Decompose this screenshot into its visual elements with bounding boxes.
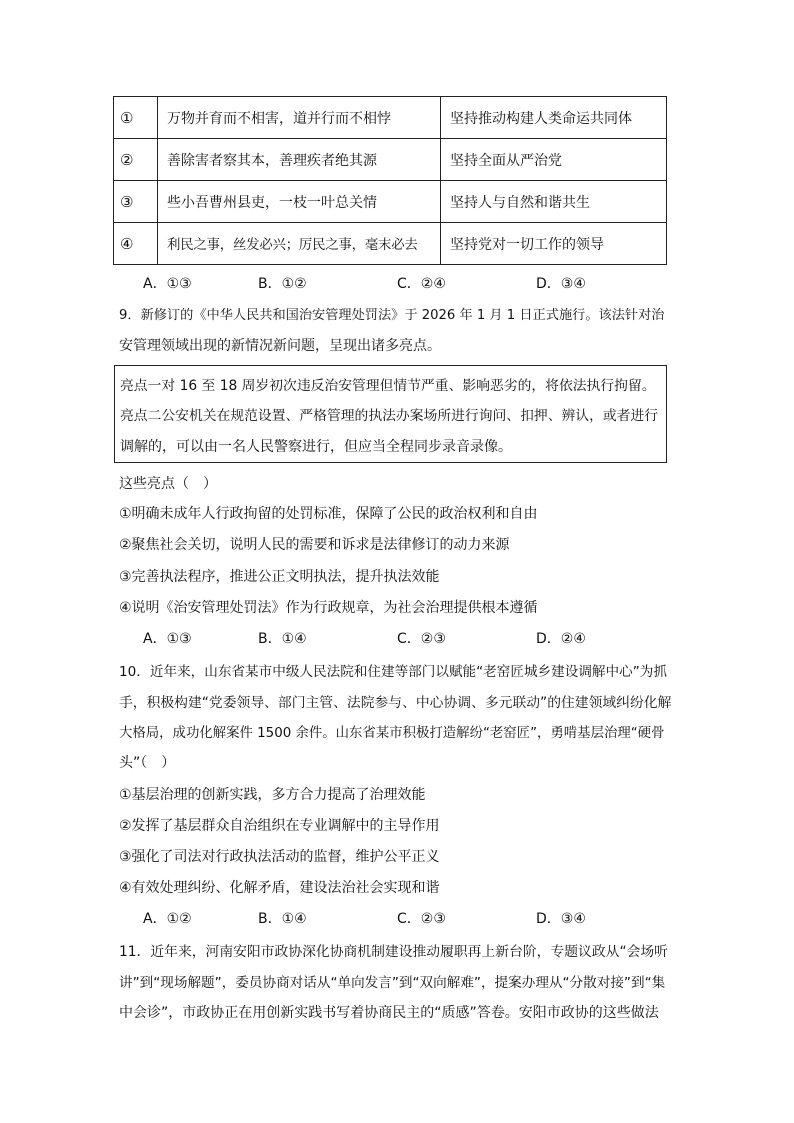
option-d[interactable]: D．②④: [536, 631, 586, 647]
table-row: [114, 223, 667, 265]
q10-stem-line: 手，积极构建“党委领导、部门主管、法院参与、中心协调、多元联动”的住建领域纠纷化解: [119, 695, 672, 711]
statement: ③完善执法程序，推进公正文明执法，提升执法效能: [119, 569, 440, 585]
option-c[interactable]: C．②③: [397, 631, 446, 647]
option-a[interactable]: A．①③: [143, 631, 192, 647]
q10-stem-line: 10．近年来，山东省某市中级人民法院和住建等部门以赋能“老窑匠城乡建设调解中心”为抓: [119, 664, 667, 680]
row-number: ④: [114, 223, 158, 265]
quote-cell: 些小吾曹州县吏，一枝一叶总关情: [158, 181, 441, 223]
quote-cell: 利民之事，丝发必兴；厉民之事，毫末必去: [158, 223, 441, 265]
q9-prompt: 这些亮点（ ）: [119, 476, 217, 492]
row-number: ③: [114, 181, 158, 223]
table-row: [114, 97, 667, 139]
quote-cell: 善除害者察其本，善理疾者绝其源: [158, 139, 441, 181]
statement: ①明确未成年人行政拘留的处罚标准，保障了公民的政治权利和自由: [119, 506, 538, 522]
option-c[interactable]: C．②③: [397, 911, 446, 927]
statement: ④有效处理纠纷、化解矛盾，建设法治社会实现和谐: [119, 880, 440, 896]
principle-cell: 坚持党对一切工作的领导: [441, 223, 667, 265]
highlight-line: 调解的，可以由一名人民警察进行，但应当全程同步录音录像。: [120, 439, 512, 455]
highlight-line: 亮点二公安机关在规范设置、严格管理的执法办案场所进行询问、扣押、辨认，或者进行: [120, 408, 659, 424]
q11-stem-line: 11．近年来，河南安阳市政协深化协商机制建设推动履职再上新台阶，专题议政从“会场听: [119, 944, 668, 960]
q9-stem-line: 安管理领域出现的新情况新问题，呈现出诸多亮点。: [119, 338, 441, 354]
statement: ①基层治理的创新实践，多方合力提高了治理效能: [119, 787, 426, 803]
q11-stem-line: 讲”到“现场解题”，委员协商对话从“单向发言”到“双向解难”，提案办理从“分散对接”到“集: [119, 975, 666, 991]
option-b[interactable]: B．①④: [258, 631, 307, 647]
row-number: ②: [114, 139, 158, 181]
option-c[interactable]: C．②④: [397, 276, 446, 292]
statement: ③强化了司法对行政执法活动的监督，维护公平正义: [119, 849, 440, 865]
principle-cell: 坚持全面从严治党: [441, 139, 667, 181]
table-row: [114, 181, 667, 223]
highlight-line: 亮点一对 16 至 18 周岁初次违反治安管理但情节严重、影响恶劣的，将依法执行拘留。: [120, 378, 656, 394]
principle-cell: 坚持推动构建人类命运共同体: [441, 97, 667, 139]
q8-options: [143, 273, 613, 293]
quote-cell: 万物并育而不相害，道并行而不相悖: [158, 97, 441, 139]
statement: ②发挥了基层群众自治组织在专业调解中的主导作用: [119, 818, 440, 834]
highlights-box: [114, 365, 667, 463]
q9-options: [143, 628, 613, 648]
q10-stem-line: 头”（ ）: [119, 755, 176, 771]
option-b[interactable]: B．①④: [258, 911, 307, 927]
q10-options: [143, 908, 613, 928]
option-b[interactable]: B．①②: [258, 276, 307, 292]
option-d[interactable]: D．③④: [536, 911, 586, 927]
statement: ④说明《治安管理处罚法》作为行政规章，为社会治理提供根本遵循: [119, 600, 538, 616]
q9-stem-line: 9．新修订的《中华人民共和国治安管理处罚法》于 2026 年 1 月 1 日正式施行。该法针对治: [119, 308, 665, 323]
matching-table: [113, 96, 667, 265]
principle-cell: 坚持人与自然和谐共生: [441, 181, 667, 223]
option-a[interactable]: A．①③: [143, 276, 192, 292]
option-d[interactable]: D．③④: [536, 276, 586, 292]
statement: ②聚焦社会关切，说明人民的需要和诉求是法律修订的动力来源: [119, 537, 510, 553]
option-a[interactable]: A．①②: [143, 911, 192, 927]
table-row: [114, 139, 667, 181]
q11-stem-line: 中会诊”，市政协正在用创新实践书写着协商民主的“质感”答卷。安阳市政协的这些做法: [119, 1005, 659, 1021]
row-number: ①: [114, 97, 158, 139]
q10-stem-line: 大格局，成功化解案件 1500 余件。山东省某市积极打造解纷“老窑匠”，勇啃基层治理“硬骨: [119, 726, 665, 741]
